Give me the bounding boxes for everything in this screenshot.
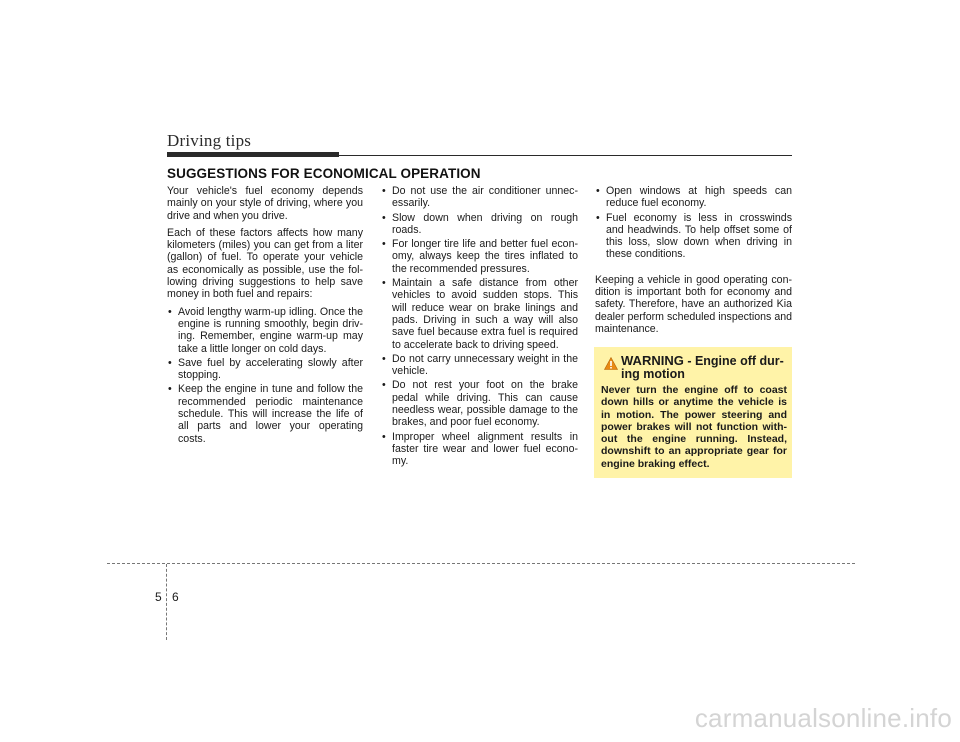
watermark: carmanualsonline.info	[694, 703, 952, 733]
bullet-list	[167, 306, 363, 445]
header-rule-thick	[167, 152, 339, 157]
bullet-list	[595, 185, 792, 261]
column-2	[381, 185, 578, 470]
list-item: • Do not rest your foot on the brake pedal while driving. This can cause needless wear, possible damage to the brakes, and poor fuel economy.	[381, 379, 578, 428]
list-item: • Do not use the air conditioner unnec-essarily.	[381, 185, 578, 210]
header-rule-thin	[339, 155, 792, 156]
list-item: • Maintain a safe distance from other vehicles to avoid sudden stops. This will reduce wear on brake linings and pads. Driving in such a way will also save fuel because extra fuel is required to accelerate back to driving speed.	[381, 277, 578, 351]
header-title: Driving tips	[167, 131, 252, 150]
footer-rule-vertical	[166, 564, 167, 640]
paragraph: Keeping a vehicle in good operating con-dition is important both for economy and safety. Therefore, have an authorized Kia dealer perform scheduled inspections and maintenance.	[595, 273, 792, 335]
footer-rule-horizontal	[107, 563, 855, 564]
warning-triangle-icon	[604, 357, 618, 370]
column-1	[167, 185, 363, 447]
warning-subtitle: - Engine off dur-ing motion	[621, 354, 784, 381]
page-number: 6	[172, 590, 179, 604]
list-item: • Do not carry unnecessary weight in the vehicle.	[381, 353, 578, 378]
list-item: • Keep the engine in tune and follow the recommended periodic maintenance schedule. This will increase the life of all parts and lower your operating costs.	[167, 383, 363, 444]
chapter-number: 5	[155, 590, 162, 604]
warning-title	[621, 354, 789, 381]
paragraph: Each of these factors affects how many kilometers (miles) you can get from a liter (gallon) of fuel. To operate your vehicle as economically as possible, use the fol-lowing driving suggestions to help save money in both fuel and repairs:	[167, 226, 363, 301]
column-3	[595, 185, 792, 340]
warning-body: Never turn the engine off to coast down hills or anytime the vehicle is in motion. The power steering and power brakes will not function with-out the engine running. Instead, downshift to an appropriate gear for engine braking effect.	[601, 384, 787, 470]
list-item: • Avoid lengthy warm-up idling. Once the engine is running smoothly, begin driv-ing. Remember, engine warm-up may take a little longer on cold days.	[167, 306, 363, 355]
list-item: • Fuel economy is less in crosswinds and headwinds. To help offset some of this loss, slow down when driving in these conditions.	[595, 212, 792, 261]
list-item: • Save fuel by accelerating slowly after stopping.	[167, 357, 363, 382]
warning-box	[594, 347, 792, 478]
paragraph: Your vehicle's fuel economy depends mainly on your style of driving, where you drive and when you drive.	[167, 185, 363, 222]
section-title: SUGGESTIONS FOR ECONOMICAL OPERATION	[167, 166, 481, 181]
list-item: • Improper wheel alignment results in faster tire wear and lower fuel econo-my.	[381, 431, 578, 468]
list-item: • Open windows at high speeds can reduce fuel economy.	[595, 185, 792, 210]
bullet-list	[381, 185, 578, 468]
warning-label: WARNING	[621, 353, 684, 368]
list-item: • Slow down when driving on rough roads.	[381, 212, 578, 237]
list-item: • For longer tire life and better fuel econ-omy, always keep the tires inflated to the recommended pressures.	[381, 238, 578, 275]
